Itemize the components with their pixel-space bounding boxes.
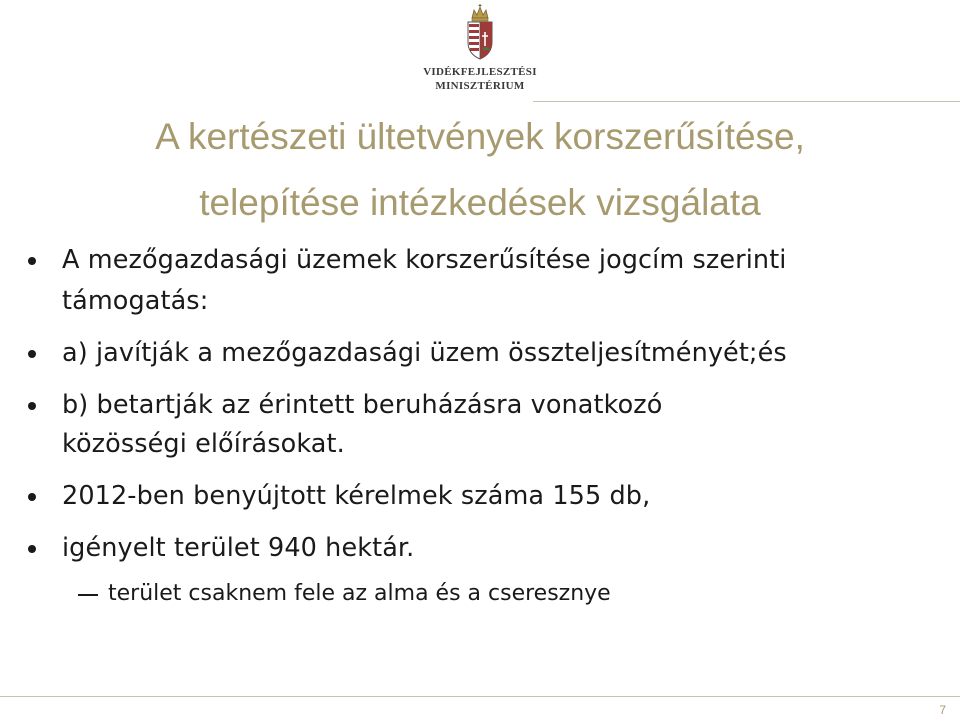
bottom-divider: [0, 696, 960, 697]
bullet-line: A mezőgazdasági üzemek korszerűsítése jogcím szerinti: [62, 245, 787, 275]
sub-bullet-dash: [78, 594, 98, 596]
logo-text-line2: MINISZTÉRIUM: [435, 80, 525, 92]
bullet-dot: [28, 350, 36, 358]
bullet-dot: [28, 545, 36, 553]
bullet-line: a) javítják a mezőgazdasági üzem összteljesítményét;és: [62, 338, 787, 368]
bullet-line: igényelt terület 940 hektár.: [62, 533, 415, 563]
bullet-line: közösségi előírásokat.: [62, 429, 345, 459]
bullet-dot: [28, 402, 36, 410]
slide-title-line1: A kertészeti ültetvények korszerűsítése,: [155, 116, 805, 157]
bullet-line: b) betartják az érintett beruházásra vonatkozó: [62, 390, 663, 420]
sub-bullet-text: terület csaknem fele az alma és a cseresznye: [108, 581, 611, 606]
bullet-dot: [28, 257, 36, 265]
page-number: 7: [939, 703, 946, 717]
bullet-line: 2012-ben benyújtott kérelmek száma 155 db,: [62, 481, 651, 511]
bullet-dot: [28, 493, 36, 501]
logo-text-line1: VIDÉKFEJLESZTÉSI: [423, 66, 537, 78]
bullet-line: támogatás:: [62, 286, 209, 316]
slide-title-line2: telepítése intézkedések vizsgálata: [199, 182, 761, 223]
